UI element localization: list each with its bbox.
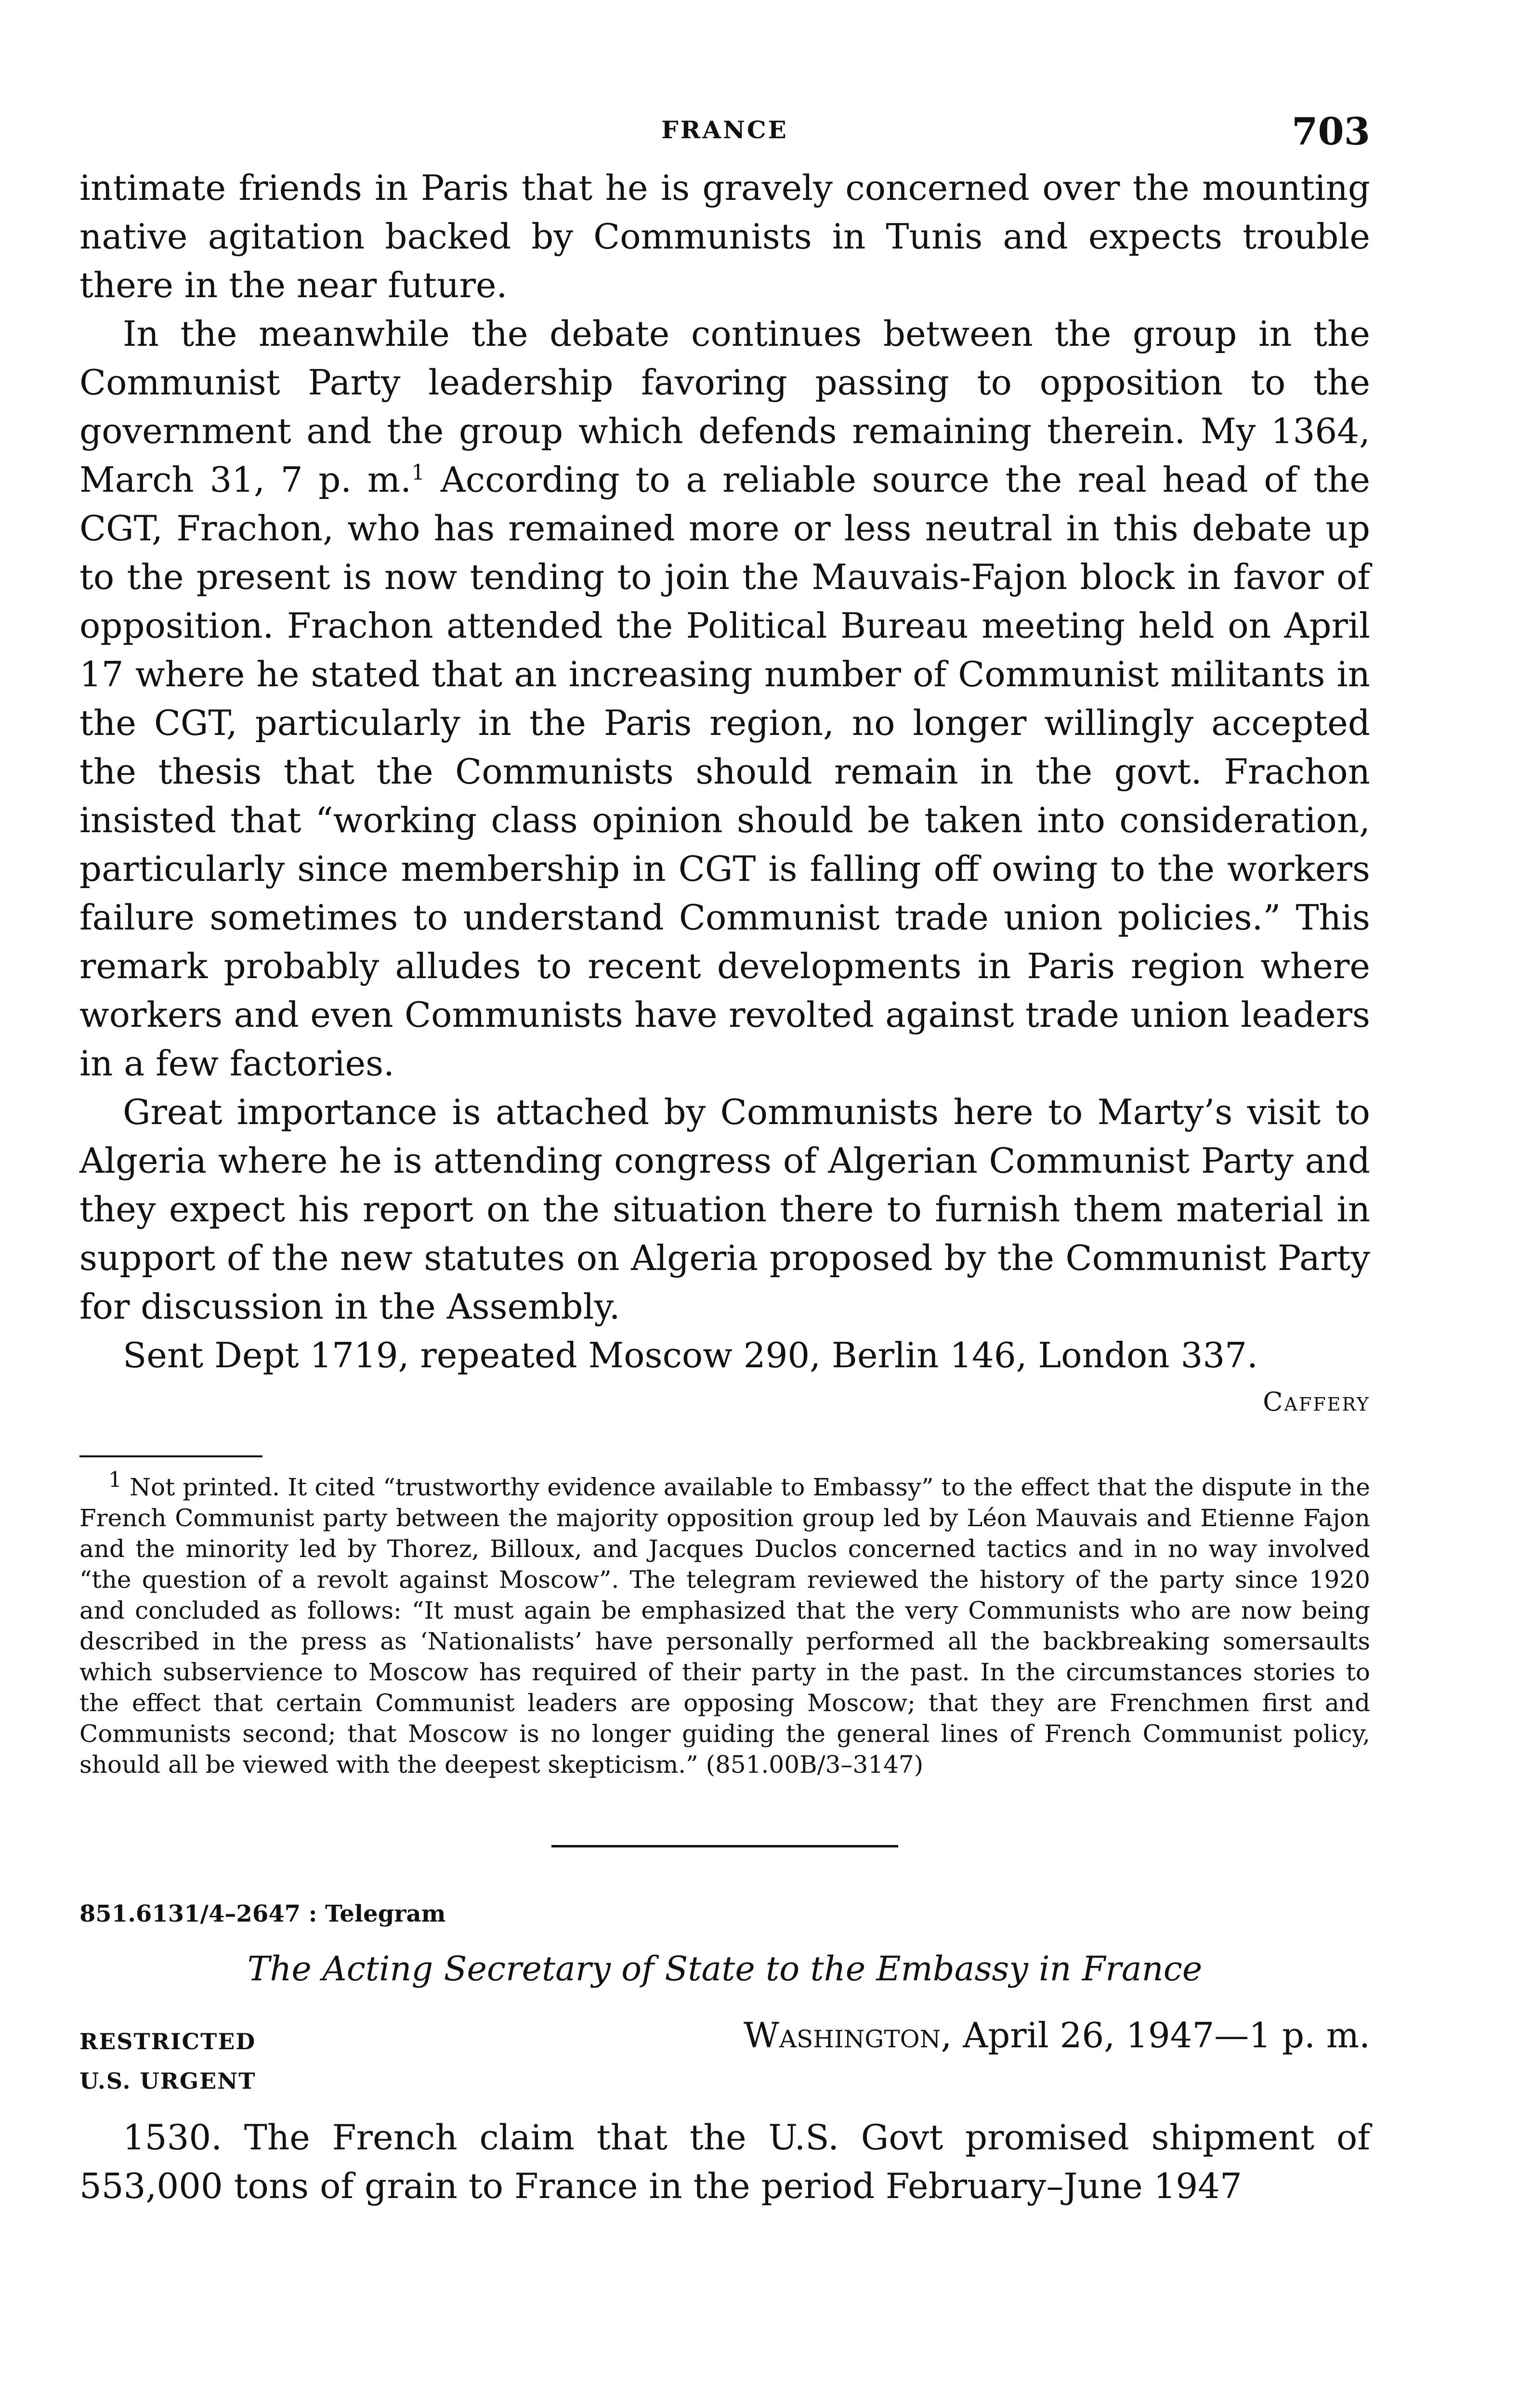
document-file-id: 851.6131/4–2647 : Telegram xyxy=(79,1900,446,1927)
footnote-rule xyxy=(79,1455,262,1457)
footnote-reference: 1 xyxy=(411,460,425,485)
paragraph-debate-part-b: According to a reliable source the real head of the CGT, Frachon, who has remained more or less neutral in this debate up to the present is now tending to join the Mauvais-Fajon block in favor of opposition. Frachon attended the Political Bureau meeting held on April 17 where he stated that an increasing number of Communist militants in the CGT, particularly in the Paris region, no longer willingly accepted the thesis that the Communists should remain in the govt. Frachon insisted that “working class opinion should be taken into consideration, particularly since membership in CGT is falling off owing to the workers failure sometimes to understand Communist trade union policies.” This remark probably alludes to recent developments in Paris region where workers and even Communists have revolted against trade union leaders in a few factories. xyxy=(79,459,1370,1084)
classification-label: RESTRICTED xyxy=(79,2028,256,2055)
paragraph-continued: intimate friends in Paris that he is gravely concerned over the mounting native agitation backed by Communists in Tunis and expects trouble there in the near future. xyxy=(79,168,1370,305)
body-text xyxy=(79,164,1370,1417)
dateline-date: , April 26, 1947—1 p. m. xyxy=(941,2015,1370,2055)
footnote-text: Not printed. It cited “trustworthy evidence available to Embassy” to the effect that the dispute in the French Communist party between the majority opposition group led by Léon Mauvais and Etienne Fajon and the minority led by Thorez, Billoux, and Jacques Duclos concerned tactics and in no way involved “the question of a revolt against Moscow”. The telegram reviewed the history of the party since 1920 and concluded as follows: “It must again be emphasized that the very Communists who are now being described in the press as ‘Nationalists’ have personally performed all the backbreaking somersaults which subservience to Moscow has required of their party in the past. In the circumstances stories to the effect that certain Communist leaders are opposing Moscow; that they are Frenchmen first and Communists second; that Moscow is no longer guiding the general lines of French Communist policy, should all be viewed with the deepest skepticism.” (851.00B/3–3147) xyxy=(79,1473,1370,1779)
document-title: The Acting Secretary of State to the Embassy in France xyxy=(247,1949,1203,1989)
signature: Caffery xyxy=(1263,1387,1370,1417)
dateline-place: Washington xyxy=(743,2015,941,2055)
running-head xyxy=(79,96,1370,164)
footnote-marker: 1 xyxy=(108,1467,122,1492)
telegram-opening-paragraph: 1530. The French claim that the U.S. Govt promised shipment of 553,000 tons of grain to France in the period February–June 1947 xyxy=(79,2117,1370,2206)
paragraph-distribution: Sent Dept 1719, repeated Moscow 290, Berlin 146, London 337. xyxy=(123,1335,1258,1375)
telegram-header xyxy=(79,2015,1370,2063)
page-number: 703 xyxy=(1292,110,1370,154)
dateline xyxy=(744,2015,1370,2055)
footnote xyxy=(79,1467,1370,1780)
urgency-label: U.S. URGENT xyxy=(79,2068,256,2094)
section-divider xyxy=(551,1845,898,1847)
paragraph-debate-part-a: In the meanwhile the debate continues between the group in the Communist Party leadership favoring passing to opposition to the government and the group which defends remaining therein. My 1364, March 31, 7 p. m. xyxy=(79,314,1370,500)
paragraph-algeria: Great importance is attached by Communists here to Marty’s visit to Algeria where he is attending congress of Algerian Communist Party and they expect his report on the situation there to furnish them material in support of the new statutes on Algeria proposed by the Communist Party for discussion in the Assembly. xyxy=(79,1092,1370,1327)
paragraph-debate xyxy=(79,310,1370,1088)
document-page xyxy=(79,96,1370,2211)
running-head-title: FRANCE xyxy=(661,116,788,144)
telegram-body xyxy=(79,2113,1370,2211)
